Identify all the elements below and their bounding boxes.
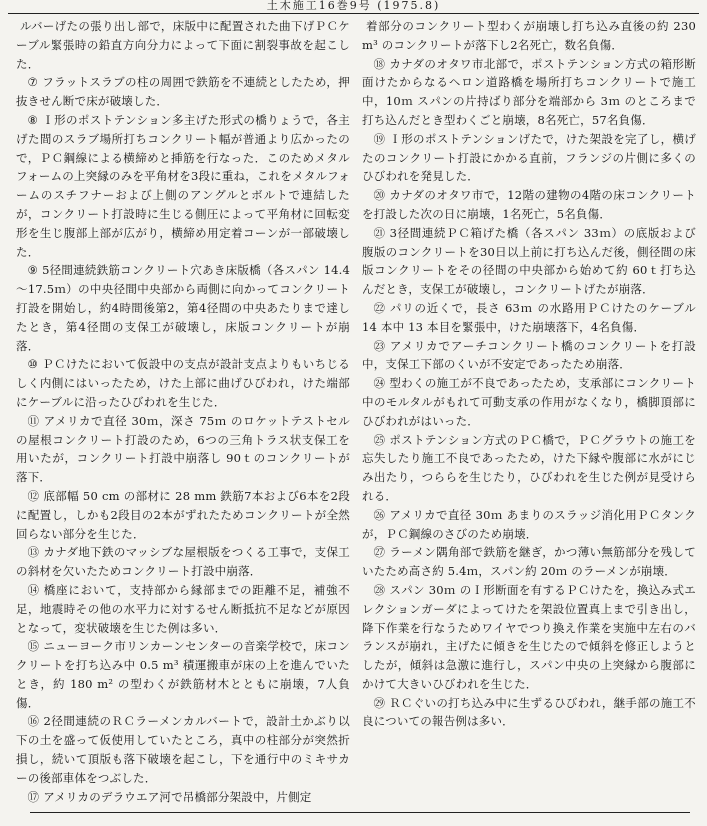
item-number: ⑱	[373, 56, 386, 71]
item-text: パリの近くで，長さ 63ｍ の水路用ＰＣけたのケーブル 14 本中 13 本目を緊張中，けた崩壊落下，4名負傷．	[362, 300, 696, 334]
item-number: ⑯	[27, 714, 40, 729]
list-item	[16, 543, 350, 581]
list-item	[362, 17, 696, 55]
item-number: ⑬	[27, 545, 40, 560]
item-text: ニューヨーク市リンカーンセンターの音楽学校で，床コンクリートを打ち込み中 0.5 m³ 積運搬車が床の上を進んでいたとき，約 180 m² の型わくが鉄筋材木とともに崩壊，7人負傷．	[16, 639, 350, 710]
item-text: カナダ地下鉄のマッシブな屋根版をつくる工事で，支保工の斜材を欠いたためコンクリート打設中崩落．	[16, 545, 350, 579]
item-number: ㉔	[373, 376, 386, 391]
list-item	[362, 186, 696, 224]
item-text: カナダのオタワ市北部で，ポストテンション方式の箱形断面けたからなるヘロン道路橋を場所打ちコンクリートで施工中，10ｍ スパンの片持ばり部分を端部から 3ｍ のところまで打ち込んだとき型わくごと崩壊，8名死亡，57名負傷．	[362, 56, 696, 127]
item-number: ⑲	[373, 131, 386, 146]
list-item	[16, 73, 350, 111]
item-text: スパン 30ｍ のＩ形断面を有するＰＣけたを，換込み式エレクションガーダによってけたを架設位置真上まで引き出し，降下作業を行なうためワイヤでつり換え作業を実施中左右のバランスが崩れ，主げたに傾きを生じたので傾斜を修正しようとしたが，傾斜は急激に進行し，スパン中央の上突縁から腹部にかけて大きいひびわれを生じた．	[362, 582, 696, 691]
item-number: ㉓	[373, 338, 386, 353]
header-divider	[8, 13, 699, 14]
page-body	[16, 17, 696, 809]
item-text: 橋座において，支持部から縁部までの距離不足，補強不足，地震時その他の水平力に対するせん断抵抗不足などが原因となって，変状破壊を生じた例は多い．	[16, 582, 350, 635]
item-text: 型わくの施工が不良であったため，支承部にコンクリート中のモルタルがもれて可動支承の作用がなくなり，橋脚頂部にひびわれがはいった．	[362, 376, 696, 428]
list-item	[16, 637, 350, 712]
list-item	[362, 581, 696, 694]
item-number: ⑦	[27, 75, 39, 90]
item-text: アメリカで直径 30ｍ，深さ 75ｍ のロケットテストセルの屋根コンクリート打設のため，6つの三角トラス状支保工を用いたが，コンクリート打設中崩落し 90ｔのコンクリートが落下．	[16, 413, 350, 485]
list-item	[16, 355, 350, 411]
item-number: ㉖	[373, 507, 386, 522]
item-text: アメリカのデラウエア河で吊橋部分架設中，片側定	[43, 789, 312, 804]
item-text: ポストテンション方式のＰＣ橋で，ＰＣグラウトの施工を忘失したり施工不良であったため，けた下縁や腹部に水がにじみ出たり，つららを生じたり，ひびわれを生じた例が見受けられる．	[362, 432, 696, 503]
item-number: ⑭	[27, 582, 40, 597]
item-text: カナダのオタワ市で，12階の建物の4階の床コンクリートを打設した次の日に崩壊，1名死亡，5名負傷．	[362, 188, 696, 221]
item-text: 着部分のコンクリート型わくが崩壊し打ち込み直後の約 230 m³ のコンクリートが落下し2名死亡，数名負傷．	[362, 19, 696, 52]
right-column	[362, 17, 696, 809]
list-item	[362, 506, 696, 544]
list-item	[16, 788, 350, 807]
item-number: ㉒	[373, 300, 386, 315]
item-number: ⑪	[27, 413, 40, 428]
running-header	[0, 0, 707, 12]
list-item	[362, 694, 696, 732]
item-text: アメリカでアーチコンクリート橋のコンクリートを打設中，支保工下部のくいが不安定であったため崩落．	[362, 338, 696, 372]
list-item	[362, 374, 696, 430]
item-text: ＰＣけたにおいて仮設中の支点が設計支点よりもいちじるしく内側にはいったため，けた上部に曲げひびわれ，けた端部にケーブルに沿ったひびわれを生じた．	[16, 357, 350, 409]
item-text: アメリカで直径 30ｍ あまりのスラッジ消化用ＰＣタンクが，ＰＣ鋼線のさびのため崩壊．	[362, 507, 696, 541]
list-item	[16, 412, 350, 487]
list-item	[362, 55, 696, 130]
item-number: ⑧	[27, 112, 39, 127]
item-number: ⑫	[27, 488, 40, 503]
item-text: ＲＣぐいの打ち込み中に生ずるひびわれ，継手部の施工不良についての報告例は多い．	[362, 695, 696, 729]
list-item	[16, 487, 350, 543]
item-number: ㉗	[373, 545, 386, 560]
item-number: ㉙	[373, 695, 386, 710]
item-number: ⑩	[27, 357, 39, 372]
item-text: ルバーげたの張り出し部で，床版中に配置された曲下げＰＣケーブル緊張時の鉛直方向分力によって下面に割裂事故を起こした．	[16, 19, 350, 71]
list-item	[16, 261, 350, 355]
left-column	[16, 17, 350, 809]
list-item	[16, 712, 350, 787]
list-item	[16, 17, 350, 73]
list-item	[362, 431, 696, 506]
item-number: ㉑	[373, 225, 386, 240]
footer-divider	[30, 812, 690, 813]
item-text: 底部幅 50 cm の部材に 28 mm 鉄筋7本および6本を2段に配置し，しかも2段目の2本がずれたためコンクリートが全然回らない部分を生じた．	[16, 488, 350, 541]
item-number: ⑰	[27, 789, 40, 804]
item-text: Ｉ形のポストテンションげたで，けた架設を完了し，横げたのコンクリート打設にかかる直前，フランジの片側に多くのひびわれを発見した．	[362, 131, 696, 184]
list-item	[362, 224, 696, 299]
item-text: フラットスラブの柱の周囲で鉄筋を不連続としたため，押抜きせん断で床が破壊した．	[16, 75, 350, 109]
list-item	[362, 543, 696, 581]
item-text: Ｉ形のポストテンション多主げた形式の橋りょうで，各主げた間のスラブ場所打ちコンクリート幅が普通より広かったので，ＰＣ鋼線による横締めと挿筋を行なった．このためメタルフォームの上突縁のみを平角材を3段に重ね，これをメタルフォームのスチフナーおよび上側のアングルとボルトで連結したが，コンクリート打設時に生じる側圧によって平角材に回転変形を生じ腹部上部が広がり，横締め用定着コーンが一部破壊した．	[16, 112, 350, 259]
list-item	[16, 111, 350, 261]
item-text: 2径間連続のＲＣラーメンカルバートで，設計土かぶり以下の土を盛って仮使用していたところ，真中の柱部分が突然折損し，続いて頂版も落下破壊を起こし，下を通行中のミキサカーの後部車体をつぶした．	[16, 714, 350, 785]
item-number: ⑳	[373, 188, 386, 203]
item-text: 3径間連続ＰＣ箱げた橋（各スパン 33ｍ）の底版および腹版のコンクリートを30日以上前に打ち込んだ後，側径間の床版コンクリートをその径間の中央部から始めて約 60ｔ打ち込んだとき，支保工が破壊し，コンクリートげたが崩落．	[362, 225, 696, 297]
item-number: ⑨	[27, 263, 39, 278]
journal-title: 土木施工16巻9号 (1975.8)	[266, 0, 441, 12]
list-item	[16, 581, 350, 637]
item-text: ラーメン隅角部で鉄筋を継ぎ，かつ薄い無筋部分を残していたため高さ約 5.4ｍ，スパン約 20ｍ のラーメンが崩壊．	[362, 545, 696, 579]
item-text: 5径間連続鉄筋コンクリート穴あき床版橋（各スパン 14.4～17.5ｍ）の中央径間中央部から両側に向かってコンクリート打設を開始し，約4時間後第2，第4径間の中央あたりまで達したとき，第4径間の支保工が破壊し，床版コンクリートが崩落．	[16, 263, 350, 353]
item-number: ㉕	[373, 432, 386, 447]
list-item	[362, 337, 696, 375]
item-number: ⑮	[27, 639, 40, 654]
list-item	[362, 299, 696, 337]
list-item	[362, 130, 696, 186]
item-number: ㉘	[373, 582, 386, 597]
